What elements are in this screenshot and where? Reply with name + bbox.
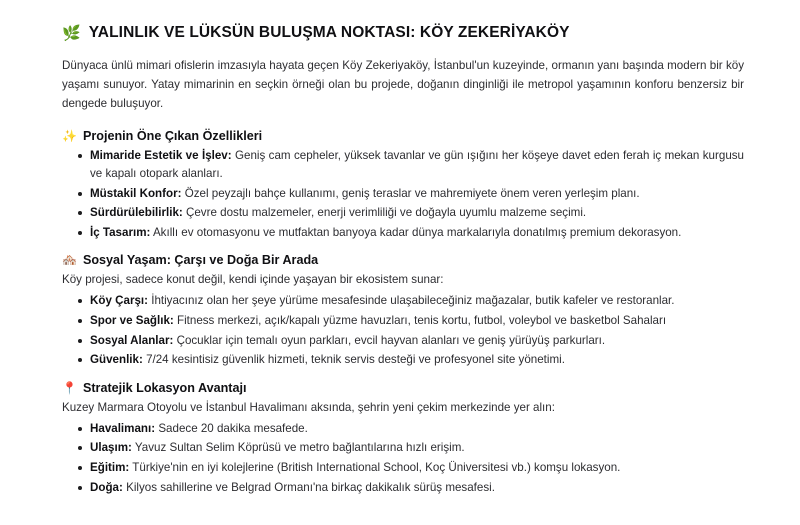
page-title: [62, 24, 744, 42]
list-item-text: Sadece 20 dakika mesafede.: [155, 421, 308, 435]
pin-icon: 📍: [62, 380, 77, 395]
list-item-text: Çocuklar için temalı oyun parkları, evcil hayvan alanları ve geniş yürüyüş parkurları.: [173, 333, 606, 347]
section-heading: [62, 381, 744, 395]
leaf-icon: 🌿: [62, 24, 81, 42]
list-item-text: Çevre dostu malzemeler, enerji verimliliği ve doğayla uyumlu malzeme seçimi.: [182, 206, 587, 220]
list-item-lead: Ulaşım:: [90, 441, 132, 455]
list-item-text: 7/24 kesintisiz güvenlik hizmeti, teknik servis desteği ve profesyonel site yönetimi.: [142, 353, 565, 367]
list-item: [76, 204, 744, 222]
list-item-text: Özel peyzajlı bahçe kullanımı, geniş teraslar ve mahremiyete önem veren yerleşim planı.: [181, 186, 640, 200]
list-item-lead: Havalimanı:: [90, 421, 156, 435]
section-features: [62, 129, 744, 241]
list-item: [76, 420, 744, 438]
section-social-life: [62, 253, 744, 368]
list-item-text: İhtiyacınız olan her şeye yürüme mesafesinde ulaşabileceğiniz mağazalar, butik kafeler ve restoranlar.: [148, 294, 675, 308]
list-item-lead: Mimaride Estetik ve İşlev:: [90, 149, 232, 163]
list-item-lead: Sürdürülebilirlik:: [90, 206, 183, 220]
sparkles-icon: ✨: [62, 129, 77, 144]
section-heading: [62, 129, 744, 143]
list-item: [76, 185, 744, 203]
section-heading: [62, 253, 744, 267]
section-heading-text: Projenin Öne Çıkan Özellikleri: [82, 129, 263, 144]
section-lead: Köy projesi, sadece konut değil, kendi içinde yaşayan bir ekosistem sunar:: [62, 273, 444, 287]
list-item: [76, 147, 744, 182]
list-item: [76, 459, 744, 477]
list-item-lead: Güvenlik:: [90, 353, 143, 367]
intro-paragraph: Dünyaca ünlü mimari ofislerin imzasıyla hayata geçen Köy Zekeriyaköy, İstanbul'un kuzeyinde, ormanın yanı başında modern bir köy yaşamı sunuyor. Yatay mimarinin en seçkin örneği olan bu projede, doğanın dinginliği ile metropol yaşamının konforu benzersiz bir dengede buluşuyor.: [62, 59, 744, 111]
list-item: [76, 351, 744, 369]
list-item-text: Türkiye'nin en iyi kolejlerine (British International School, Koç Üniversitesi vb.) komşu lokasyon.: [129, 461, 621, 475]
list-item-text: Fitness merkezi, açık/kapalı yüzme havuzları, tenis kortu, futbol, voleybol ve basketbol Sahaları: [173, 314, 667, 327]
list-item-lead: Köy Çarşı:: [90, 294, 148, 308]
location-list: [62, 420, 744, 496]
page-title-text: YALINLIK VE LÜKSÜN BULUŞMA NOKTASI: KÖY ZEKERİYAKÖY: [88, 24, 570, 41]
list-item-lead: Müstakil Konfor:: [90, 186, 182, 200]
list-item-text: Akıllı ev otomasyonu ve mutfaktan banyoya kadar dünya markalarıyla donatılmış premium dekorasyon.: [150, 225, 682, 239]
list-item: [76, 292, 744, 310]
section-location: [62, 381, 744, 496]
list-item: [76, 332, 744, 350]
list-item: [76, 479, 744, 497]
list-item-lead: İç Tasarım:: [90, 225, 151, 239]
list-item-lead: Spor ve Sağlık:: [90, 314, 174, 327]
list-item: [76, 224, 744, 242]
list-item-lead: Sosyal Alanlar:: [90, 333, 174, 347]
list-item-text: Yavuz Sultan Selim Köprüsü ve metro bağlantılarına hızlı erişim.: [131, 441, 465, 455]
social-list: [62, 292, 744, 368]
feature-list: [62, 147, 744, 241]
section-heading-text: Sosyal Yaşam: Çarşı ve Doğa Bir Arada: [82, 253, 319, 268]
houses-icon: 🏘️: [62, 253, 77, 268]
list-item: [76, 312, 744, 330]
list-item-text: Geniş cam cepheler, yüksek tavanlar ve gün ışığını her köşeye davet eden ferah iç mekan kurgusu ve kapalı otopark alanları.: [90, 149, 745, 180]
section-lead: Kuzey Marmara Otoyolu ve İstanbul Havalimanı aksında, şehrin yeni çekim merkezinde yer alın:: [62, 400, 555, 414]
list-item: [76, 439, 744, 457]
section-heading-text: Stratejik Lokasyon Avantajı: [82, 380, 247, 395]
list-item-lead: Eğitim:: [90, 461, 130, 475]
list-item-text: Kilyos sahillerine ve Belgrad Ormanı'na birkaç dakikalık sürüş mesafesi.: [122, 480, 495, 494]
list-item-lead: Doğa:: [90, 480, 123, 494]
